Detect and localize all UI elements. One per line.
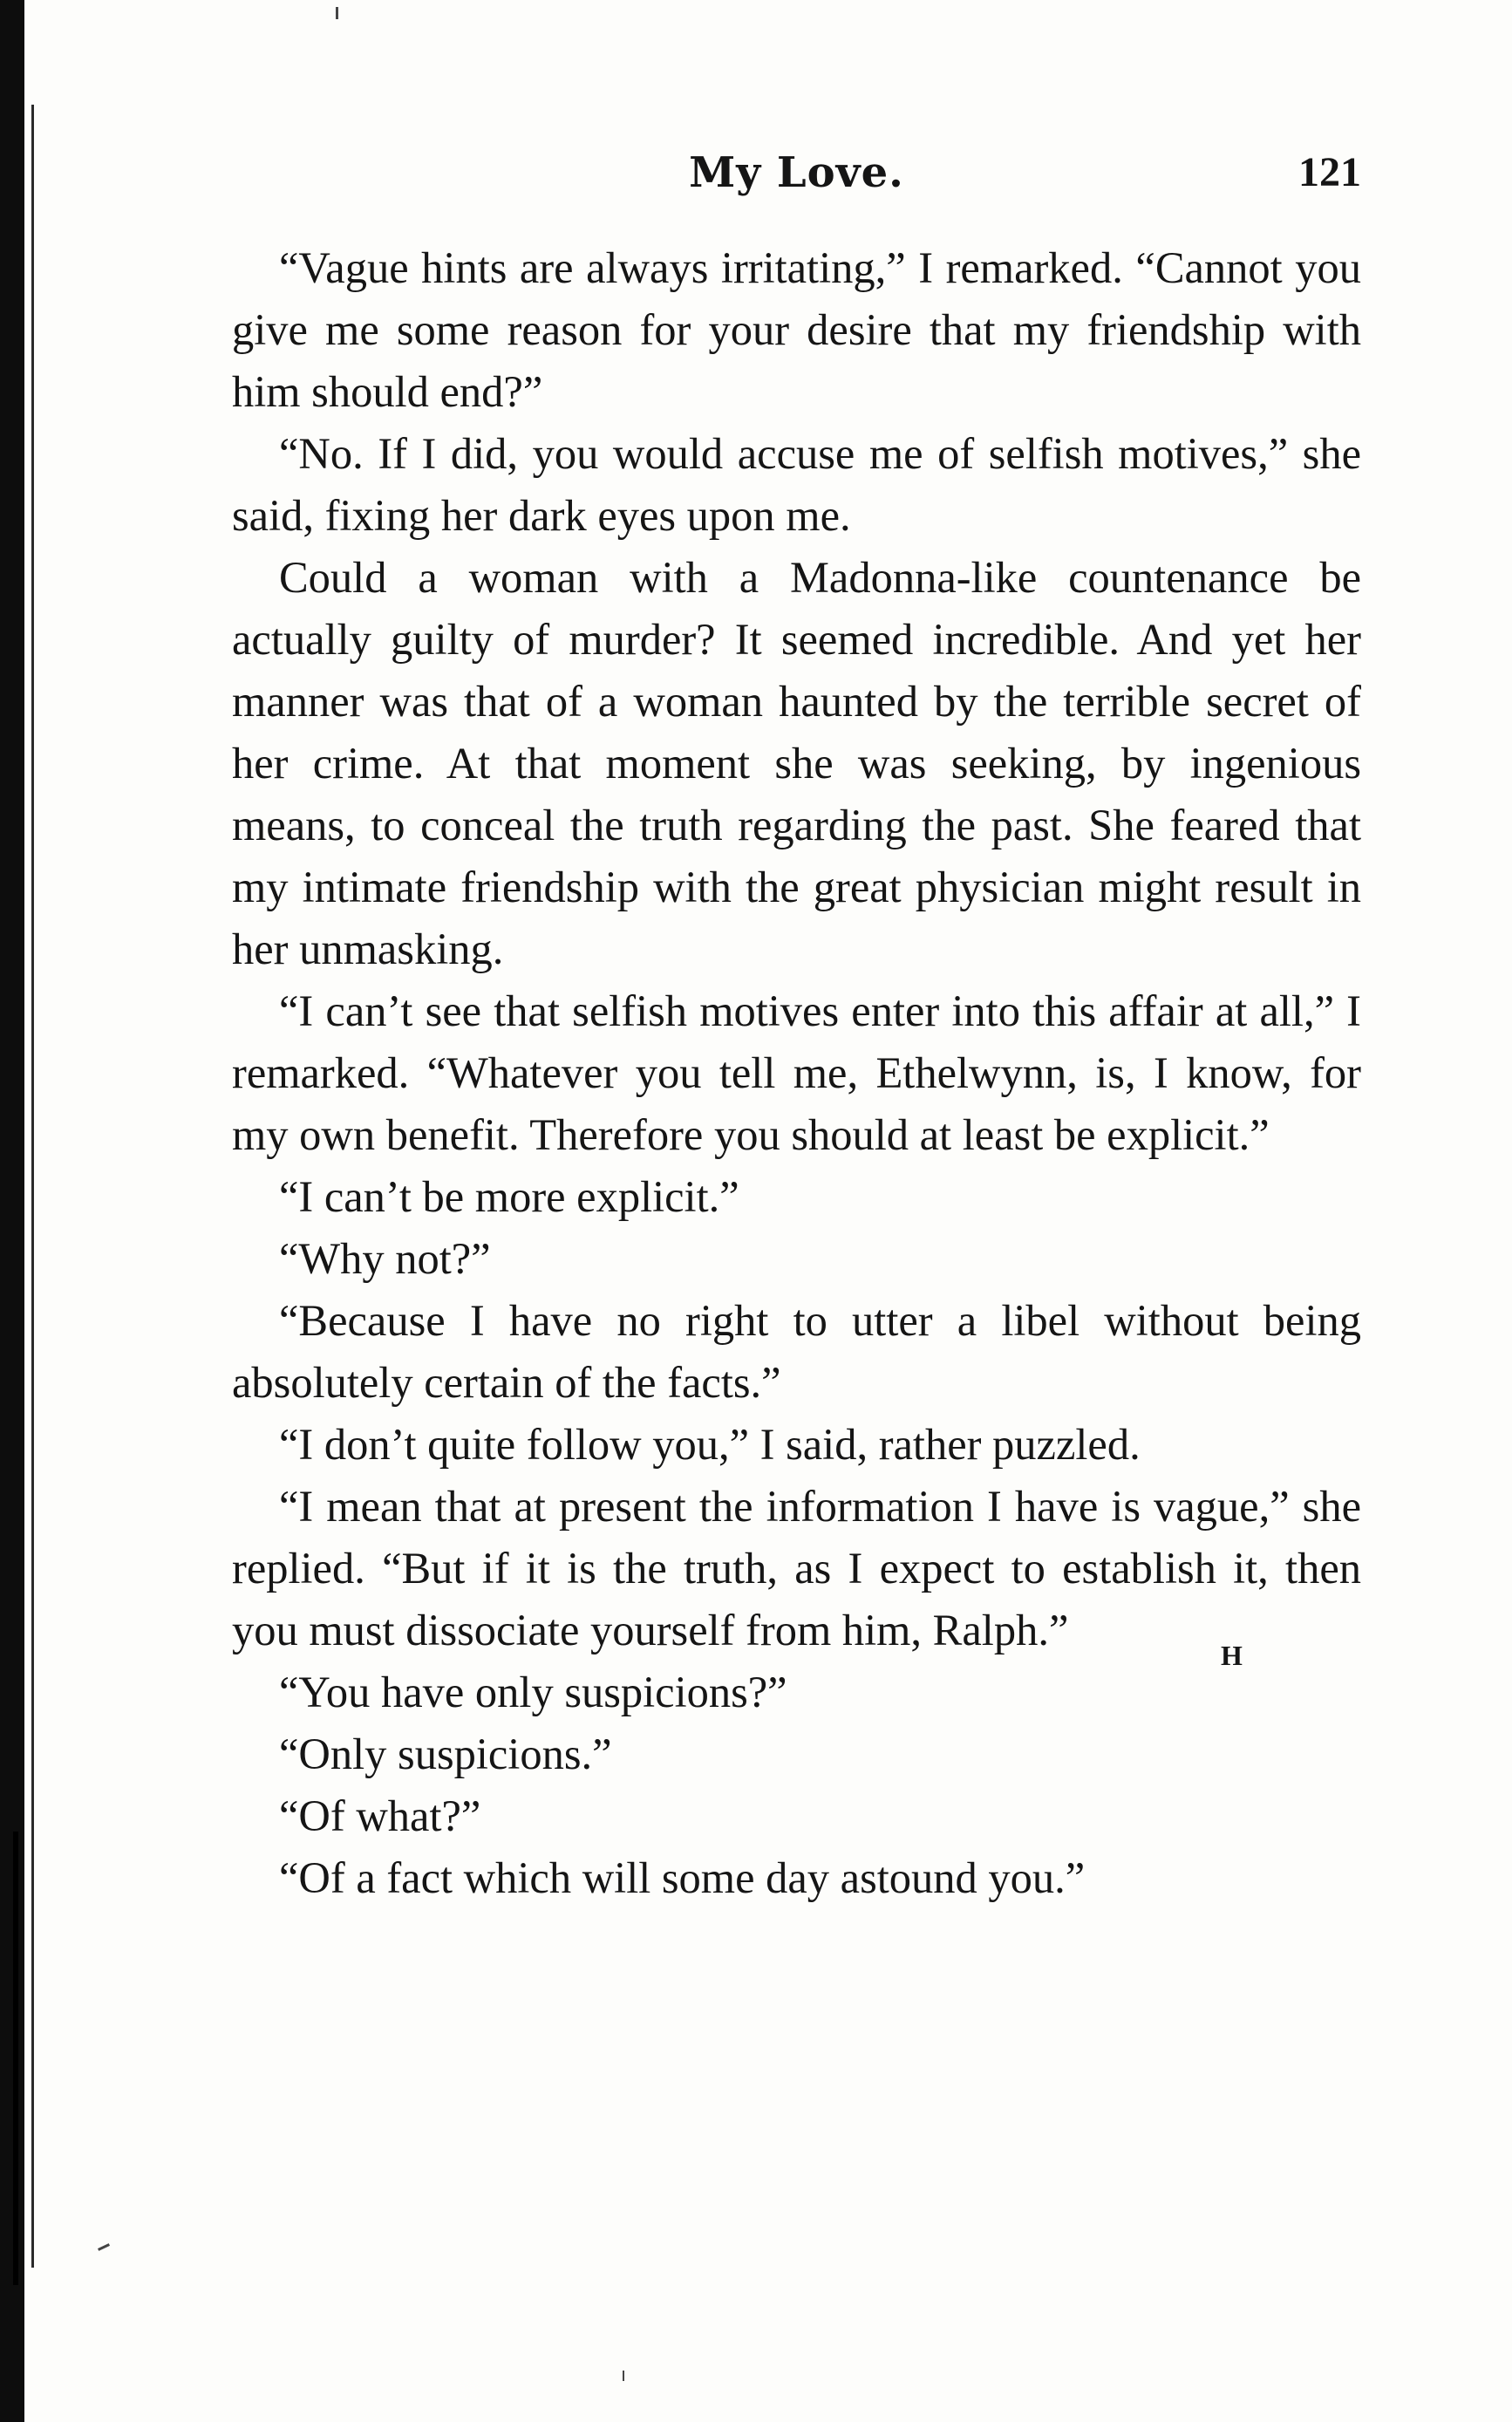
paragraph: “Only suspicions.” (279, 1730, 612, 1778)
ink-speck (98, 2243, 110, 2251)
paragraph: “I don’t quite follow you,” I said, rather puzzled. (279, 1420, 1141, 1469)
paragraph: “I mean that at present the information I have is vague,” she replied. “But if it is the truth, as I expect to establish it, then you must dissociate yourself from him, Ralph.” (232, 1482, 1361, 1654)
paragraph: “You have only suspicions?” (279, 1668, 787, 1716)
ink-speck (623, 2371, 624, 2381)
paragraph: “Of a fact which will some day astound you.” (279, 1853, 1086, 1902)
paragraph: “I can’t see that selfish motives enter into this affair at all,” I remarked. “Whatever you tell me, Ethelwynn, is, I know, for my own benefit. Therefore you should at least be explicit.” (232, 986, 1361, 1159)
page-number: 121 (1298, 149, 1361, 195)
ink-speck (336, 7, 338, 19)
paragraph: “Of what?” (279, 1791, 481, 1840)
paragraph: “Why not?” (279, 1234, 491, 1283)
paragraph: “I can’t be more explicit.” (279, 1172, 739, 1221)
paragraph: “No. If I did, you would accuse me of selfish motives,” she said, fixing her dark eyes upon me. (232, 429, 1361, 540)
gutter-shadow-line (31, 105, 34, 2268)
paragraph: “Vague hints are always irritating,” I remarked. “Cannot you give me some reason for your desire that my friendship with him should end?” (232, 243, 1361, 416)
paragraph: Could a woman with a Madonna-like countenance be actually guilty of murder? It seemed incredible. And yet her manner was that of a woman haunted by the terrible secret of her crime. At that moment she was seeking, by ingenious means, to conceal the truth regarding the past. She feared that my intimate friendship with the great physician might result in her unmasking. (232, 553, 1361, 973)
signature-mark: H (1221, 1640, 1243, 1671)
body-text (232, 237, 1361, 1909)
gutter-shadow-line (13, 1832, 18, 2285)
paragraph: “Because I have no right to utter a libel without being absolutely certain of the facts.” (232, 1296, 1361, 1407)
page-header (232, 148, 1361, 218)
running-title: My Love. (689, 148, 904, 197)
binding-edge (0, 0, 24, 2422)
